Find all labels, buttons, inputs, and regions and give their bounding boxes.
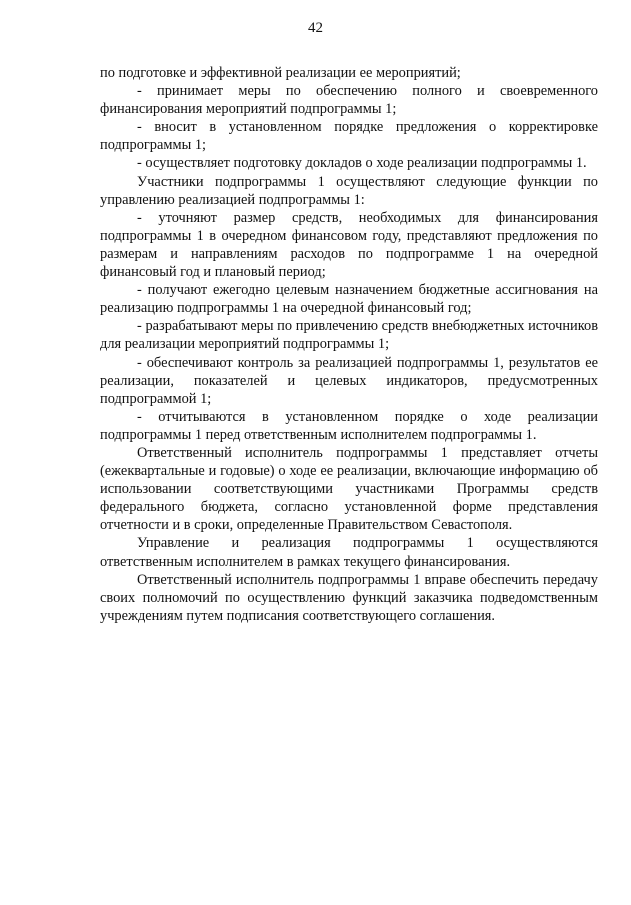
paragraph-continuation: по подготовке и эффективной реализации ее мероприятий;	[100, 65, 461, 81]
paragraph-delegation-powers: Ответственный исполнитель подпрограммы 1 вправе обеспечить передачу своих полномочий по осуществлению функций заказчика подведомственным учреждениям путем подписания соответствующего соглашения.	[100, 571, 598, 624]
paragraph-executor-reports: Ответственный исполнитель подпрограммы 1 представляет отчеты (ежеквартальные и годовые) о ходе ее реализации, включающие информацию об использовании соответствующими участниками Программы средств федерального бюджета, согласно установленной форме представления отчетности и в сроки, определенные Правительством Севастополя.	[100, 444, 598, 534]
list-item-implementation-control: - обеспечивают контроль за реализацией подпрограммы 1, результатов ее реализации, показателей и целевых индикаторов, предусмотренных подпрограммой 1;	[100, 354, 598, 407]
list-item-adjustment-proposals: - вносит в установленном порядке предложения о корректировке подпрограммы 1;	[100, 119, 598, 154]
list-item-progress-reports: - осуществляет подготовку докладов о ходе реализации подпрограммы 1.	[137, 155, 587, 172]
list-item-budget-proposals: - уточняют размер средств, необходимых для финансирования подпрограммы 1 в очередном финансовом году, представляют предложения по размерам и направлениям расходов по подпрограмме 1 на очередной финансовый год и плановый период;	[100, 209, 598, 281]
page-number: 42	[308, 20, 323, 36]
list-item-extrabudgetary-measures: - разрабатывают меры по привлечению средств внебюджетных источников для реализации мероприятий подпрограммы 1;	[100, 318, 598, 353]
list-item-reporting: - отчитываются в установленном порядке о ходе реализации подпрограммы 1 перед ответственным исполнителем подпрограммы 1.	[100, 408, 598, 443]
document-body	[100, 64, 598, 625]
paragraph-management-financing: Управление и реализация подпрограммы 1 осуществляются ответственным исполнителем в рамках текущего финансирования.	[100, 535, 598, 570]
list-item-budget-allocations: - получают ежегодно целевым назначением бюджетные ассигнования на реализацию подпрограммы 1 на очередной финансовый год;	[100, 282, 598, 317]
paragraph-participants-functions: Участники подпрограммы 1 осуществляют следующие функции по управлению реализацией подпрограммы 1:	[100, 173, 598, 208]
list-item-funding-measures: - принимает меры по обеспечению полного и своевременного финансирования мероприятий подпрограммы 1;	[100, 83, 598, 118]
